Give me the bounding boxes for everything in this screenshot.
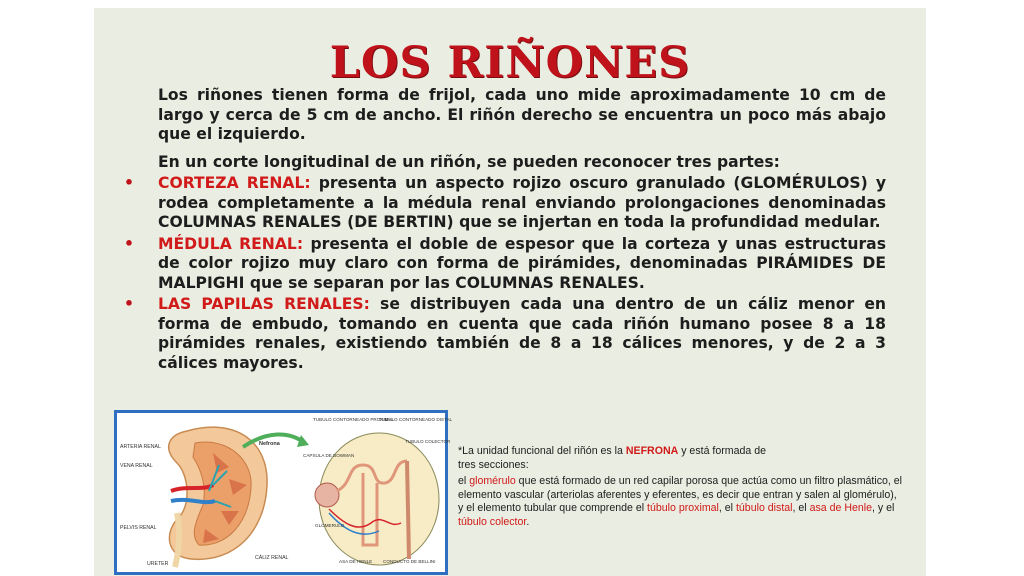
label-tubulo-proximal: TUBULO CONTORNEADO PROXIMAL — [313, 417, 395, 422]
note-highlight: túbulo distal — [735, 502, 793, 515]
label-vena-renal: VENA RENAL — [120, 463, 153, 469]
label-glomerulo: GLOMERULO — [315, 523, 345, 528]
label-asa-henle: ASA DE HENLE — [339, 559, 373, 564]
slide — [94, 8, 926, 576]
parts-list — [124, 174, 886, 373]
label-nefrona: Nefrona — [259, 441, 280, 447]
note-body — [458, 475, 904, 529]
part-term: CORTEZA RENAL: — [158, 174, 311, 192]
diagram-illustration — [117, 413, 453, 572]
part-term: LAS PAPILAS RENALES: — [158, 295, 370, 313]
note-highlight: túbulo proximal — [647, 502, 719, 515]
label-tubulo-colector: TUBULO COLECTOR — [405, 439, 451, 444]
label-arteria-renal: ARTERIA RENAL — [120, 444, 161, 450]
note-text: el — [458, 475, 470, 488]
kidney-nephron-diagram — [114, 410, 453, 575]
bullet-mark: • — [124, 295, 134, 313]
part-text: presenta el doble de espesor que la corteza y unas estructuras de color rojizo muy claro con forma de pirámides, denominadas PIRÁMIDES DE MALPIGHI que se separan por las COLUMNAS RENALES. — [158, 234, 886, 292]
bullet-mark: • — [124, 174, 134, 192]
intro-lead: En un corte longitudinal de un riñón, se pueden reconocer tres partes: — [158, 152, 780, 171]
nephron-note — [458, 445, 904, 533]
list-item — [124, 174, 886, 233]
label-pelvis-renal: PELVIS RENAL — [120, 525, 157, 531]
label-tubulo-distal: TUBULO CONTORNEADO DISTAL — [379, 417, 453, 422]
slide-title: LOS RIÑONES — [329, 38, 691, 88]
kidney-illustration — [169, 427, 267, 567]
label-ureter: URETER — [147, 561, 169, 567]
note-highlight: glomérulo — [469, 475, 516, 488]
note-highlight: túbulo colector — [458, 515, 527, 528]
note-text: , el — [718, 502, 736, 515]
note-heading — [458, 445, 904, 472]
list-item — [124, 234, 886, 294]
part-term: MÉDULA RENAL: — [158, 234, 304, 253]
note-text: *La unidad funcional del riñón es la — [458, 445, 626, 457]
note-text: y está formada de — [678, 445, 766, 457]
label-conducto-bellini: CONDUCTO DE BELLINI — [383, 559, 436, 564]
intro-paragraph: Los riñones tienen forma de frijol, cada uno mide aproximadamente 10 cm de largo y cerca de 5 cm de ancho. El riñón derecho se encuentra un poco más abajo que el izquierdo. — [158, 86, 886, 143]
note-text: , y el — [872, 502, 895, 515]
note-highlight: asa de Henle — [809, 502, 873, 515]
note-highlight: NEFRONA — [625, 445, 679, 457]
part-text: se distribuyen cada una dentro de un cáliz menor en forma de embudo, tomando en cuenta que cada riñón humano posee 8 a 18 pirámides renales, existiendo también de 8 a 18 cálices menores, y de 2 a 3 cálices mayores. — [158, 295, 886, 372]
slide-body — [124, 86, 886, 375]
note-text: . — [526, 515, 530, 528]
label-capsula-bowman: CAPSULA DE BOWMAN — [303, 453, 355, 458]
bullet-mark: • — [124, 234, 134, 253]
note-text: tres secciones: — [458, 458, 529, 471]
list-item — [124, 295, 886, 373]
note-text: que está formado de un red capilar porosa que actúa como un filtro plasmático, el elemento vascular (arteriolas aferentes y eferentes, es decir que entran y salen al glomérulo), y el elemento tubular que comprende el — [458, 475, 903, 515]
label-caliz-renal: CÁLIZ RENAL — [255, 555, 289, 561]
part-text: presenta un aspecto rojizo oscuro granulado (GLOMÉRULOS) y rodea completamente a la médula renal enviando prolongaciones denominadas COLUMNAS RENALES (DE BERTIN) que se injertan en toda la profundidad medular. — [158, 174, 886, 231]
note-text: , el — [792, 502, 810, 515]
